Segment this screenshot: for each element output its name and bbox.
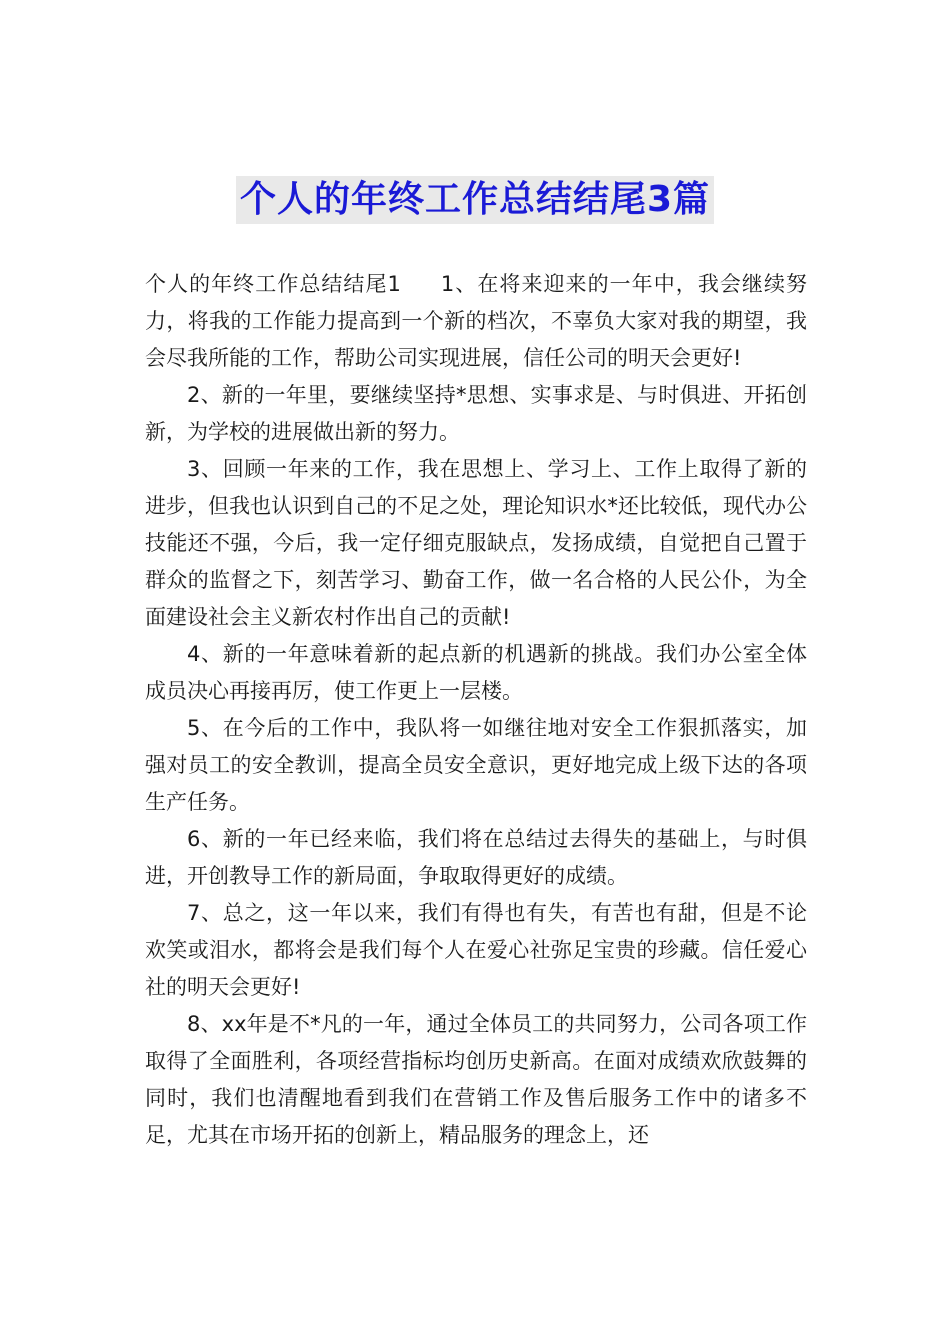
document-body	[145, 266, 807, 1154]
paragraph-6: 6、新的一年已经来临，我们将在总结过去得失的基础上，与时俱进，开创教导工作的新局面，争取取得更好的成绩。	[145, 827, 807, 888]
section-heading: 个人的年终工作总结结尾1	[145, 272, 401, 296]
paragraph-5: 5、在今后的工作中，我队将一如继往地对安全工作狠抓落实，加强对员工的安全教训，提高全员安全意识，更好地完成上级下达的各项生产任务。	[145, 716, 807, 814]
paragraph-1	[145, 266, 807, 377]
paragraph-3: 3、回顾一年来的工作，我在思想上、学习上、工作上取得了新的进步，但我也认识到自己的不足之处，理论知识水*还比较低，现代办公技能还不强，今后，我一定仔细克服缺点，发扬成绩，自觉把自己置于群众的监督之下，刻苦学习、勤奋工作，做一名合格的人民公仆，为全面建设社会主义新农村作出自己的贡献!	[145, 457, 807, 629]
document-title: 个人的年终工作总结结尾3篇	[236, 176, 714, 224]
paragraph-4: 4、新的一年意味着新的起点新的机遇新的挑战。我们办公室全体成员决心再接再厉，使工作更上一层楼。	[145, 642, 807, 703]
paragraph-text: 1、在将来迎来的一年中，我会继续努力，将我的工作能力提高到一个新的档次，不辜负大家对我的期望，我会尽我所能的工作，帮助公司实现进展，信任公司的明天会更好!	[145, 272, 807, 370]
title-container	[0, 176, 950, 224]
paragraph-8: 8、xx年是不*凡的一年，通过全体员工的共同努力，公司各项工作取得了全面胜利，各项经营指标均创历史新高。在面对成绩欢欣鼓舞的同时，我们也清醒地看到我们在营销工作及售后服务工作中的诸多不足，尤其在市场开拓的创新上，精品服务的理念上，还	[145, 1012, 807, 1147]
paragraph-2: 2、新的一年里，要继续坚持*思想、实事求是、与时俱进、开拓创新，为学校的进展做出新的努力。	[145, 383, 807, 444]
paragraph-7: 7、总之，这一年以来，我们有得也有失，有苦也有甜，但是不论欢笑或泪水，都将会是我们每个人在爱心社弥足宝贵的珍藏。信任爱心社的明天会更好!	[145, 901, 807, 999]
